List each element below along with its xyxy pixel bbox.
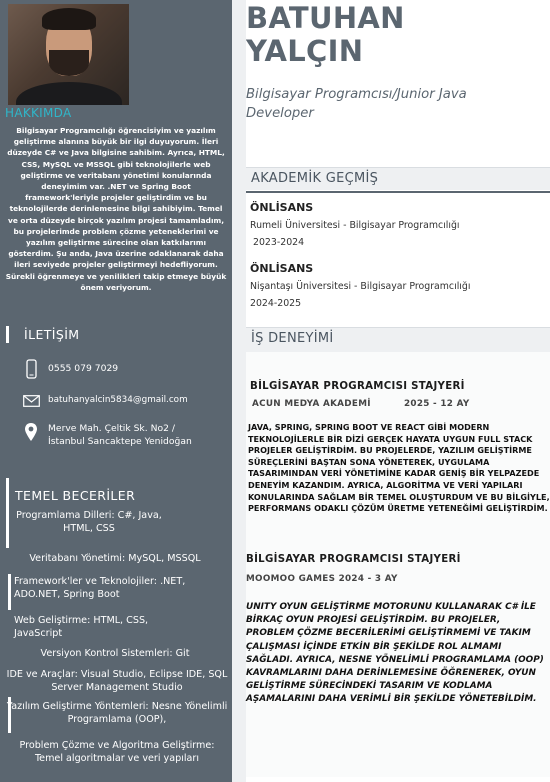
location-pin-icon xyxy=(22,422,40,442)
section-marker xyxy=(6,478,9,548)
section-marker xyxy=(6,326,9,343)
contact-email[interactable]: batuhanyalcin5834@gmail.com xyxy=(48,395,188,405)
skill-item: IDE ve Araçlar: Visual Studio, Eclipse IDE, SQL Server Management Studio xyxy=(6,669,228,693)
job-title: BİLGİSAYAR PROGRAMCISI STAJYERİ xyxy=(246,554,461,565)
contact-address-row xyxy=(22,422,198,448)
job-title: Bilgisayar Programcısı/Junior Java Developer xyxy=(246,87,467,121)
job-description: JAVA, SPRING, SPRING BOOT VE REACT GİBİ MODERN TEKNOLOJİLERLE BİR DİZİ GERÇEK HAYATA UYGUN FULL STACK PROJELER GELİŞTİRDİM. BU PROJELERDE, YAZILIM GELİŞTİRME SÜREÇLERİNİ BAŞTAN SONA YÖNETEREK, UYGULAMA TASARIMINDAN VERİ YÖNETİMİNE KADAR GENİŞ BİR YELPAZEDE DENEYİM KAZANDIM. AYRICA, ALGORİTMA VE VERİ YAPILARI KONULARINDA SAĞLAM BİR TEMEL OLUŞTURDUM VE BU BİLGİYLE, PERFORMANS ODAKLI ÇÖZÜM ÜRETME YETENEĞİMİ GELİŞTİRDİM. xyxy=(248,422,550,514)
skill-item: Yazılım Geliştirme Yöntemleri: Nesne Yönelimli Programlama (OOP), xyxy=(6,701,228,725)
contact-address: Merve Mah. Çeltik Sk. No2 / İstanbul Sancaktepe Yenidoğan xyxy=(48,423,192,447)
education-degree: ÖNLİSANS xyxy=(250,201,314,214)
job-date: 2025 - 12 AY xyxy=(404,399,470,409)
mail-icon xyxy=(22,395,40,407)
education-section-header xyxy=(246,167,550,190)
contact-phone[interactable]: 0555 079 7029 xyxy=(48,363,119,374)
skill-item: Versiyon Kontrol Sistemleri: Git xyxy=(40,648,190,659)
profile-photo xyxy=(8,4,129,105)
contact-phone-row xyxy=(22,359,118,379)
skill-item: Problem Çözme ve Algoritma Geliştirme: Temel algoritmalar ve veri yapıları xyxy=(19,740,215,764)
about-text: Bilgisayar Programcılığı öğrencisiyim ve yazılım geliştirme alanına büyük bir ilgi duyuyorum. İleri düzeyde C# ve Java bilgisine sahibim. Ayrıca, HTML, CSS, MySQL ve MSSQL gibi teknolojilerle web geliştirme ve veritabanı yönetimi konularında deneyimim var. .NET ve Spring Boot framework'leriyle projeler geliştirdim ve bu teknolojilerde derinlemesine bilgi sahibiyim. Temel ve orta düzeyde birçok yazılım projesi tamamladım, bu projelerimde problem çözme yeteneklerimi ve yazılım geliştirme sürecine olan katkılarımı gösterdim. Şu anda, Java üzerine odaklanarak daha ileri seviyede projeler geliştirmeyi hedefliyorum. Sürekli öğrenmeye ve yenilikleri takip etmeye büyük önem veriyorum. xyxy=(5,126,227,292)
education-years: 2023-2024 xyxy=(253,237,305,248)
job-description: UNITY OYUN GELİŞTİRME MOTORUNU KULLANARAK C# İLE BİRKAÇ OYUN PROJESİ GELİŞTİRDİM. BU PROJELER, PROBLEM ÇÖZME BECERİLERİMİ GELİŞTİRMEMİ VE TAKIM ÇALIŞMASI İÇİNDE ETKİN BİR ŞEKİLDE ROL ALMAMI SAĞLADI. AYRICA, NESNE YÖNELİMLİ PROGRAMLAMA (OOP) KAVRAMLARINI DAHA DERİNLEMESİNE ÖĞRENEREK, OYUN GELİŞTİRME SÜRECİNDEKİ TASARIM VE KODLAMA AŞAMALARINI DAHA VERİMLİ BİR ŞEKİLDE YÖNETEBİLDİM. xyxy=(246,602,544,705)
education-years: 2024-2025 xyxy=(250,298,302,309)
skill-item: Programlama Dilleri: C#, Java, HTML, CSS xyxy=(16,510,162,534)
skill-item: Framework'ler ve Teknolojiler: .NET, ADO.NET, Spring Boot xyxy=(14,576,186,600)
education-school: Nişantaşı Üniversitesi - Bilgisayar Programcılığı xyxy=(250,281,471,292)
experience-heading: İŞ DENEYİMİ xyxy=(251,331,334,346)
education-heading: AKADEMİK GEÇMİŞ xyxy=(251,171,379,186)
education-degree: ÖNLİSANS xyxy=(250,262,314,275)
skills-heading: TEMEL BECERİLER xyxy=(15,488,136,503)
divider-strip xyxy=(232,0,246,782)
sidebar xyxy=(0,0,232,782)
name-line-1: BATUHAN xyxy=(246,1,405,35)
contact-email-row xyxy=(22,395,188,407)
skill-item: Veritabanı Yönetimi: MySQL, MSSQL xyxy=(29,553,201,564)
experience-section-header xyxy=(246,327,550,352)
education-school: Rumeli Üniversitesi - Bilgisayar Programcılığı xyxy=(250,220,460,231)
about-heading: HAKKIMDA xyxy=(5,106,72,120)
skill-item: Web Geliştirme: HTML, CSS, JavaScript xyxy=(14,615,149,639)
job-company-date: MOOMOO GAMES 2024 - 3 AY xyxy=(246,574,398,584)
phone-icon xyxy=(22,359,40,379)
contact-heading: İLETİŞİM xyxy=(24,327,80,342)
job-company: ACUN MEDYA AKADEMİ xyxy=(252,399,371,409)
name-line-2: YALÇIN xyxy=(246,34,364,68)
job-title: BİLGİSAYAR PROGRAMCISI STAJYERİ xyxy=(250,381,465,392)
